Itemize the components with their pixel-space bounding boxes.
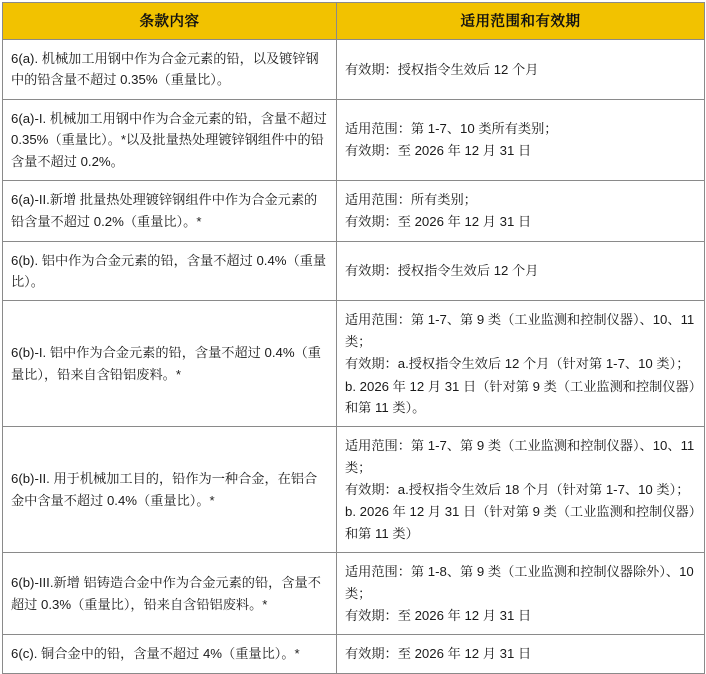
clause-cell: 6(c). 铜合金中的铅，含量不超过 4%（重量比）。* xyxy=(3,635,337,673)
clause-cell: 6(b)-II. 用于机械加工目的，铅作为一种合金，在铝合金中含量不超过 0.4%（重量比）。* xyxy=(3,427,337,553)
table-header-row xyxy=(3,3,705,40)
clause-cell: 6(b). 铝中作为合金元素的铅，含量不超过 0.4%（重量比）。 xyxy=(3,241,337,301)
scope-cell xyxy=(337,180,705,241)
table-row xyxy=(3,99,705,180)
table-row xyxy=(3,180,705,241)
scope-line: 适用范围：第 1-7、10 类所有类别； xyxy=(345,120,558,136)
table-row xyxy=(3,301,705,427)
scope-line: 有效期：至 2026 年 12 月 31 日 xyxy=(345,214,532,230)
column-header-clause: 条款内容 xyxy=(3,3,337,40)
table-row xyxy=(3,553,705,635)
clause-cell: 6(a)-II.新增 批量热处理镀锌钢组件中作为合金元素的铅含量不超过 0.2%（重量比）。* xyxy=(3,180,337,241)
clause-cell: 6(b)-III.新增 铝铸造合金中作为合金元素的铅，含量不超过 0.3%（重量比），铅来自含铅铝废料。* xyxy=(3,553,337,635)
scope-cell xyxy=(337,40,705,100)
table-row xyxy=(3,427,705,553)
table-row xyxy=(3,40,705,100)
table-row xyxy=(3,241,705,301)
scope-line: 适用范围：第 1-7、第 9 类（工业监测和控制仪器）、10、11 类； xyxy=(345,312,695,349)
column-header-scope: 适用范围和有效期 xyxy=(337,3,705,40)
clause-cell: 6(b)-I. 铝中作为合金元素的铅，含量不超过 0.4%（重量比），铅来自含铅铝废料。* xyxy=(3,301,337,427)
scope-cell xyxy=(337,99,705,180)
scope-line: b. 2026 年 12 月 31 日（针对第 9 类（工业监测和控制仪器）和第 11 类） xyxy=(345,504,696,541)
exemption-table xyxy=(2,2,705,674)
scope-cell xyxy=(337,301,705,427)
scope-line: 有效期：a.授权指令生效后 18 个月（针对第 1-7、10 类）； xyxy=(345,482,690,497)
scope-line: 适用范围：第 1-8、第 9 类（工业监测和控制仪器除外）、10 类； xyxy=(345,564,694,601)
table-header xyxy=(3,3,705,40)
scope-line: 有效期：授权指令生效后 12 个月 xyxy=(345,263,539,279)
table-row xyxy=(3,635,705,673)
table-body xyxy=(3,40,705,674)
scope-cell xyxy=(337,427,705,553)
exemption-table-container xyxy=(0,2,706,674)
scope-line: 有效期：授权指令生效后 12 个月 xyxy=(345,61,539,77)
clause-cell: 6(a)-I. 机械加工用钢中作为合金元素的铅，含量不超过 0.35%（重量比）。*以及批量热处理镀锌钢组件中的铅含量不超过 0.2%。 xyxy=(3,99,337,180)
scope-line: 适用范围：第 1-7、第 9 类（工业监测和控制仪器）、10、11 类； xyxy=(345,438,695,475)
scope-line: 有效期：至 2026 年 12 月 31 日 xyxy=(345,646,532,662)
scope-line: 有效期：至 2026 年 12 月 31 日 xyxy=(345,143,532,159)
scope-cell xyxy=(337,635,705,673)
scope-line: 适用范围：所有类别； xyxy=(345,191,477,207)
scope-cell xyxy=(337,553,705,635)
scope-line: b. 2026 年 12 月 31 日（针对第 9 类（工业监测和控制仪器）和第 11 类）。 xyxy=(345,378,696,415)
scope-line: 有效期：a.授权指令生效后 12 个月（针对第 1-7、10 类）； xyxy=(345,356,690,372)
clause-cell: 6(a). 机械加工用钢中作为合金元素的铅，以及镀锌钢中的铅含量不超过 0.35%（重量比）。 xyxy=(3,40,337,100)
scope-line: 有效期：至 2026 年 12 月 31 日 xyxy=(345,607,532,623)
scope-cell xyxy=(337,241,705,301)
